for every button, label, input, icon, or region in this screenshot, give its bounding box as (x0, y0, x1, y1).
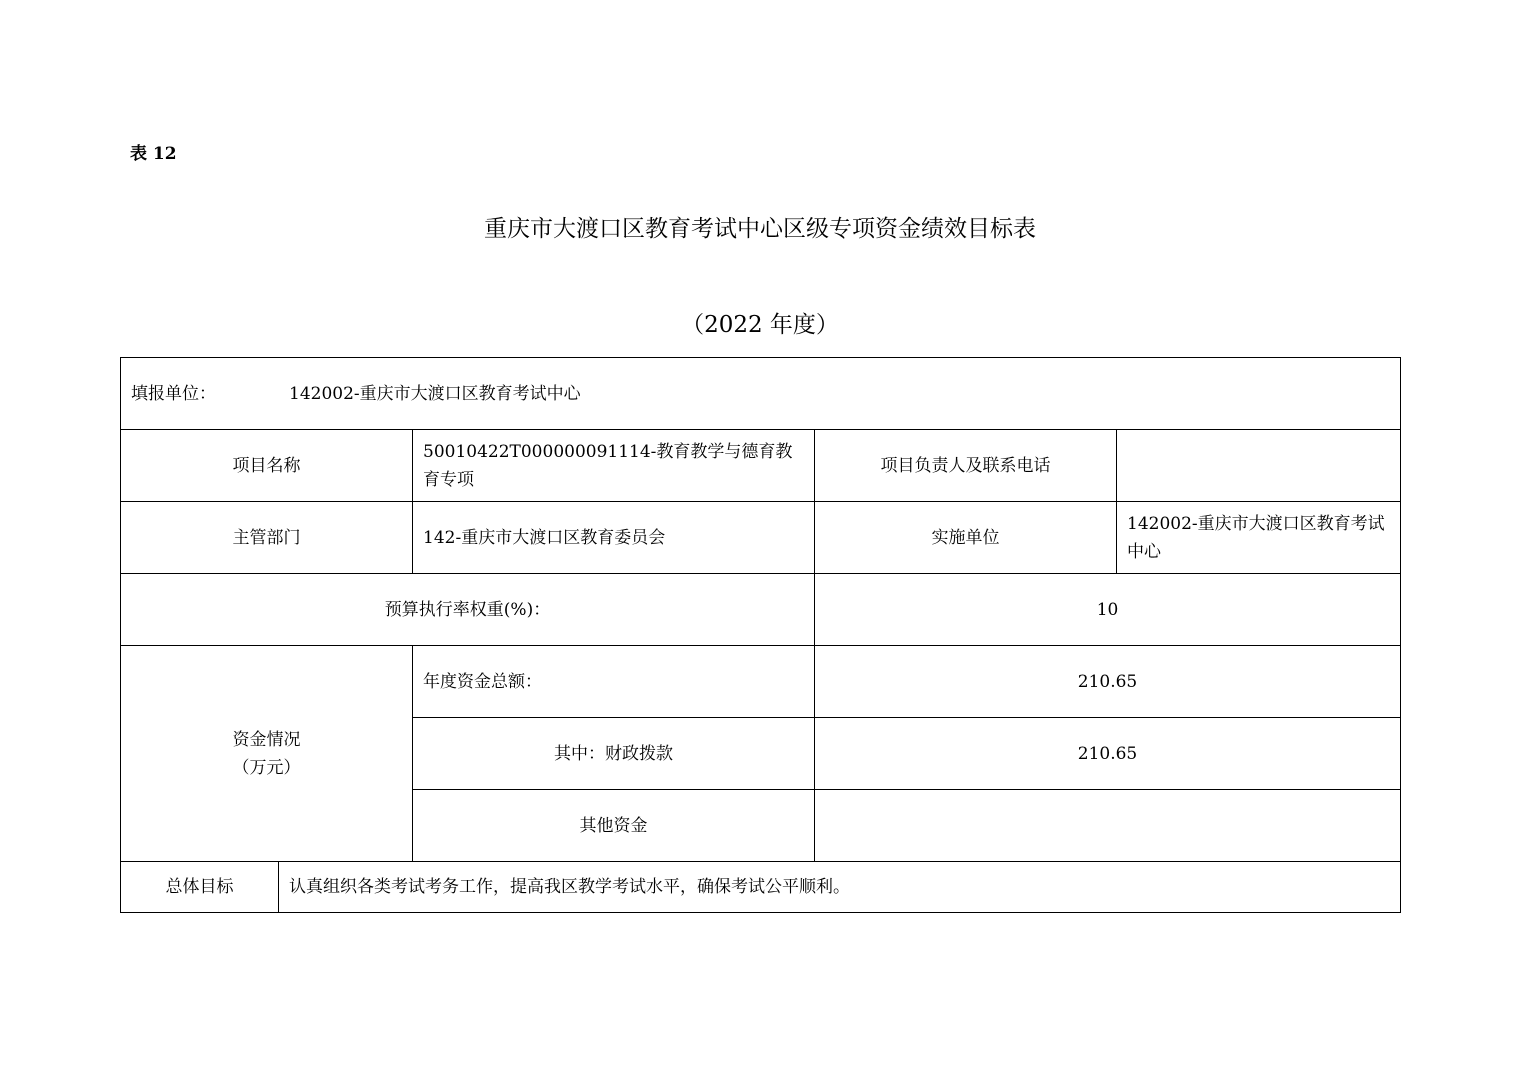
funds-fiscal-value: 210.65 (815, 718, 1401, 790)
funds-fiscal-label: 其中：财政拨款 (413, 718, 815, 790)
unit-cell (121, 358, 1401, 430)
project-row (121, 430, 1401, 502)
project-name-label: 项目名称 (121, 430, 413, 502)
budget-weight-label: 预算执行率权重(%)： (121, 574, 815, 646)
funds-total-label: 年度资金总额： (413, 646, 815, 718)
goal-value: 认真组织各类考试考务工作，提高我区教学考试水平，确保考试公平顺利。 (279, 862, 1401, 913)
funds-label (121, 646, 413, 862)
funds-other-value (815, 790, 1401, 862)
project-contact-value (1117, 430, 1401, 502)
project-contact-label: 项目负责人及联系电话 (815, 430, 1117, 502)
unit-label: 填报单位： (131, 383, 216, 404)
page-title: 重庆市大渡口区教育考试中心区级专项资金绩效目标表 (484, 216, 1036, 242)
department-label: 主管部门 (121, 502, 413, 574)
budget-weight-value: 10 (815, 574, 1401, 646)
department-row (121, 502, 1401, 574)
department-value: 142-重庆市大渡口区教育委员会 (413, 502, 815, 574)
funds-total-value: 210.65 (815, 646, 1401, 718)
page-subtitle: （2022 年度） (681, 312, 839, 338)
goal-label: 总体目标 (121, 862, 279, 913)
funds-other-label: 其他资金 (413, 790, 815, 862)
budget-weight-row (121, 574, 1401, 646)
performance-target-table (120, 357, 1401, 913)
project-name-value: 50010422T000000091114-教育教学与德育教育专项 (413, 430, 815, 502)
table-number: 表 12 (130, 144, 177, 164)
funds-total-row (121, 646, 1401, 718)
implementing-unit-value: 142002-重庆市大渡口区教育考试中心 (1117, 502, 1401, 574)
goal-row (121, 862, 1401, 913)
unit-row (121, 358, 1401, 430)
unit-value: 142002-重庆市大渡口区教育考试中心 (289, 383, 581, 404)
funds-label-line1: 资金情况 (232, 729, 301, 750)
implementing-unit-label: 实施单位 (815, 502, 1117, 574)
funds-label-line2: （万元） (232, 757, 301, 778)
